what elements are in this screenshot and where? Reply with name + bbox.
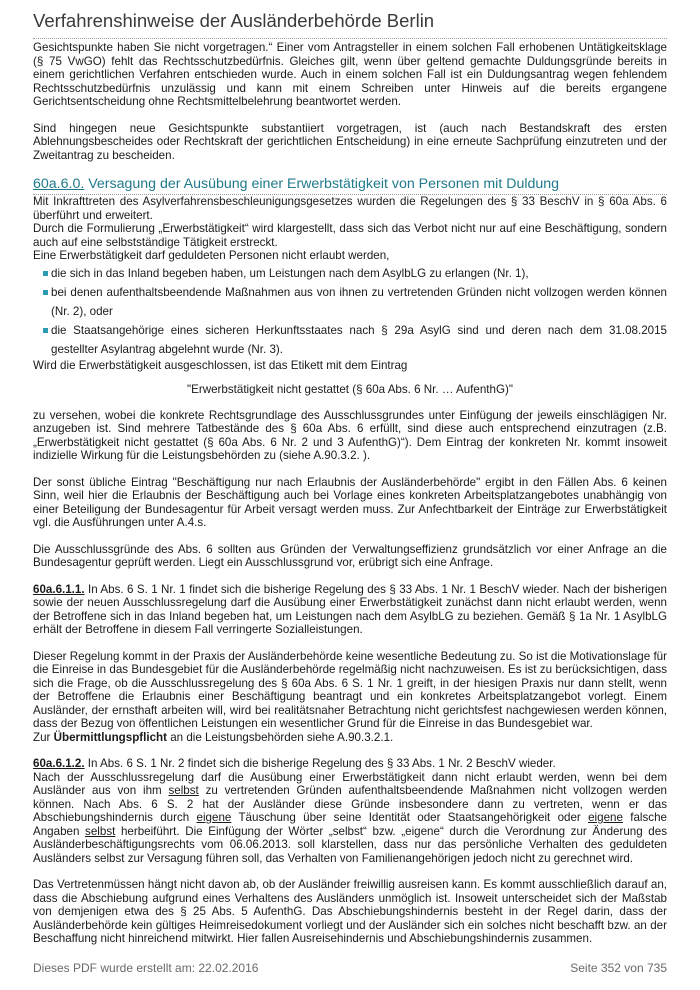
list-item: die Staatsangehörige eines sicheren Herkunftsstaates nach § 29a AsylG sind und deren nach dem 31.08.2015 gestellter Asylantrag abgelehnt wurde (Nr. 3). xyxy=(33,321,667,359)
section-paragraph-4: Wird die Erwerbstätigkeit ausgeschlossen, ist das Etikett mit dem Eintrag xyxy=(33,358,408,372)
square-bullet-icon xyxy=(43,290,48,295)
page-title: Verfahrenshinweise der Ausländerbehörde Berlin xyxy=(33,10,667,39)
subsection-1-paragraph-3: Zur Übermittlungspflicht an die Leistungsbehörden siehe A.90.3.2.1. xyxy=(33,730,394,744)
subsection-1-paragraph-2: Dieser Regelung kommt in der Praxis der Ausländerbehörde keine wesentliche Bedeutung zu. So ist die Motivationslage für die Einreise in das Bundesgebiet für die Ausländerbehörde regelmäßig nicht nachzuweisen. Es ist zu berücksichtigen, dass sich die Frage, ob die Ausschlussregelung des § 60a Abs. 6 S. 1 Nr. 1 greift, in der hiesigen Praxis nur dann stellt, wenn der Betroffene die Erlaubnis einer Beschäftigung beantragt und ein konkretes Arbeitsplatzangebot vorlegt. Einem Ausländer, der ernsthaft arbeiten will, wird bei realitätsnaher Betrachtung nicht gerichtsfest nachgewiesen werden können, dass der Bezug von öffentlichen Leistungen ein wesentlicher Grund für die Einreise in das Bundesgebiet war. xyxy=(33,649,667,730)
creation-date: Dieses PDF wurde erstellt am: 22.02.2016 xyxy=(33,961,259,975)
section-paragraph-3: Eine Erwerbstätigkeit darf geduldeten Personen nicht erlaubt werden, xyxy=(33,249,390,262)
square-bullet-icon xyxy=(43,271,48,276)
intro-paragraph-1: Gesichtspunkte haben Sie nicht vorgetragen.“ Einer vom Antragsteller in einem solchen Fall erhobenen Untätigkeitsklage (§ 75 VwGO) fehlt das Rechtsschutzbedürfnis. Gleiches gilt, wenn über geltend gemachte Duldungsgründe bereits in einem gerichtlichen Verfahren entschieden wurde. Auch in einem solchen Fall ist ein Duldungsantrag wegen fehlendem Rechtsschutzbedürfnis unzulässig und kann mit einem Schreiben unter Hinweis auf die bereits ergangene Gerichtsentscheidung ohne Rechtsmittelbelehrung beantwortet werden. xyxy=(33,41,667,108)
subsection-2-paragraph-3: Das Vertretenmüssen hängt nicht davon ab, ob der Ausländer freiwillig ausreisen kann. Es kommt ausschließlich darauf an, dass die Abschiebung aufgrund eines Verhaltens des Ausländers unmöglich ist. Insoweit unterscheidet sich der Maßstab von demjenigen etwa des § 25 Abs. 5 AufenthG. Das Abschiebungshindernis besteht in der Regel darin, dass der Ausländerbehörde kein gültiges Heimreisedokument vorliegt und der Ausländer sich ein solches nicht beschafft bzw. an der Beschaffung nicht hinreichend mitwirkt. Hier fallen Ausreisehindernis und Abschiebungshindernis zusammen. xyxy=(33,878,667,945)
section-heading-text: Versagung der Ausübung einer Erwerbstätigkeit von Personen mit Duldung xyxy=(84,176,560,192)
subsection-2-number: 60a.6.1.2. xyxy=(33,757,85,770)
intro-paragraph-2: Sind hingegen neue Gesichtspunkte substantiiert vorgetragen, ist (auch nach Bestandskraft des ersten Ablehnungsbescheides oder Rechtskraft der gerichtlichen Entscheidung) in eine erneute Sachprüfung einzutreten und der Zweitantrag zu bescheiden. xyxy=(33,121,667,162)
subsection-1-paragraph-1: 60a.6.1.1. In Abs. 6 S. 1 Nr. 1 findet sich die bisherige Regelung des § 33 Abs. 1 Nr. 1 BeschV wieder. Nach der bisherigen sowie der neuen Ausschlussregelung darf die Ausübung einer Erwerbstätigkeit zunächst dann nicht erlaubt werden, wenn der Betroffene sich in das Inland begeben hat, um Leistungen nach dem AsylbLG zu beziehen. Gemäß § 1a Nr. 1 AsylbLG erhält der Betroffene in diesem Fall verringerte Sozialleistungen. xyxy=(33,582,667,636)
subsection-2-paragraph-2: Nach der Ausschlussregelung darf die Ausübung einer Erwerbstätigkeit dann nicht erlaubt werden, wenn bei dem Ausländer aus von ihm selbst zu vertretenden Gründen aufenthaltsbeendende Maßnahmen nicht vollzogen werden können. Nach Abs. 6 S. 2 hat der Ausländer diese Gründe insbesondere dann zu vertreten, wenn er das Abschiebungshindernis durch eigene Täuschung über seine Identität oder Staatsangehörigkeit oder eigene falsche Angaben selbst herbeiführt. Die Einfügung der Wörter „selbst“ bzw. „eigene“ durch die Verordnung zur Änderung des Ausländerbeschäftigungsrechts vom 06.06.2013. soll klarstellen, dass nur das persönliche Verhalten des geduldeten Ausländers selbst zur Versagung führen soll, das Verhalten von Familienangehörigen jedoch nicht zu gerechnet wird. xyxy=(33,770,667,865)
label-entry-quote: "Erwerbstätigkeit nicht gestattet (§ 60a Abs. 6 Nr. … AufenthG)" xyxy=(187,383,513,396)
subsection-2-paragraph-1: 60a.6.1.2. In Abs. 6 S. 1 Nr. 2 findet sich die bisherige Regelung des § 33 Abs. 1 Nr. 2 BeschV wieder. xyxy=(33,757,556,770)
document-body xyxy=(33,41,667,946)
section-paragraph-7: Die Ausschlussgründe des Abs. 6 sollten aus Gründen der Verwaltungseffizienz grundsätzlich vor einer Anfrage an die Bundesagentur geprüft werden. Liegt ein Ausschlussgrund vor, erübrigt sich eine Anfrage. xyxy=(33,542,667,569)
subsection-1-number: 60a.6.1.1. xyxy=(33,582,85,596)
section-paragraph-5: zu versehen, wobei die konkrete Rechtsgrundlage des Ausschlussgrundes unter Einfügung der jeweils einschlägigen Nr. anzugeben ist. Sind mehrere Tatbestände des § 60a Abs. 6 erfüllt, sind diese auch entsprechend einzutragen (z.B. „Erwerbstätigkeit nicht gestattet (§ 60a Abs. 6 Nr. 2 und 3 AufenthG)“). Dem Eintrag der konkreten Nr. kommt insoweit indizielle Wirkung für die Leistungsbehörden zu (siehe A.90.3.2. ). xyxy=(33,408,667,462)
section-paragraph-1: Mit Inkrafttreten des Asylverfahrensbeschleunigungsgesetzes wurden die Regelungen des § 33 BeschV in § 60a Abs. 6 überführt und erweitert. xyxy=(33,195,667,222)
section-paragraph-6: Der sonst übliche Eintrag "Beschäftigung nur nach Erlaubnis der Ausländerbehörde" ergibt in den Fällen Abs. 6 keinen Sinn, weil hier die Erlaubnis der Beschäftigung auch bei Vorlage eines konkreten Arbeitsplatzangebotes unabhängig von einer Beteiligung der Bundesagentur für Arbeit versagt werden muss. Zur Anfechtbarkeit der Einträge zur Erwerbstätigkeit vgl. die Ausführungen unter A.4.s. xyxy=(33,475,667,529)
page-footer xyxy=(33,962,667,976)
page-number: Seite 352 von 735 xyxy=(570,961,667,975)
list-item: bei denen aufenthaltsbeendende Maßnahmen aus von ihnen zu vertretenden Gründen nicht vollzogen werden können (Nr. 2), oder xyxy=(33,283,667,321)
transfer-duty-term: Übermittlungspflicht xyxy=(53,730,167,744)
section-paragraph-2: Durch die Formulierung „Erwerbstätigkeit“ wird klargestellt, dass sich das Verbot nicht nur auf eine Beschäftigung, sondern auch auf eine selbstständige Tätigkeit erstreckt. xyxy=(33,222,667,249)
section-heading xyxy=(33,175,667,195)
square-bullet-icon xyxy=(43,328,48,333)
section-number-link[interactable]: 60a.6.0. xyxy=(33,176,85,192)
exclusion-list xyxy=(33,264,667,359)
list-item: die sich in das Inland begeben haben, um Leistungen nach dem AsylbLG zu erlangen (Nr. 1), xyxy=(33,264,667,283)
